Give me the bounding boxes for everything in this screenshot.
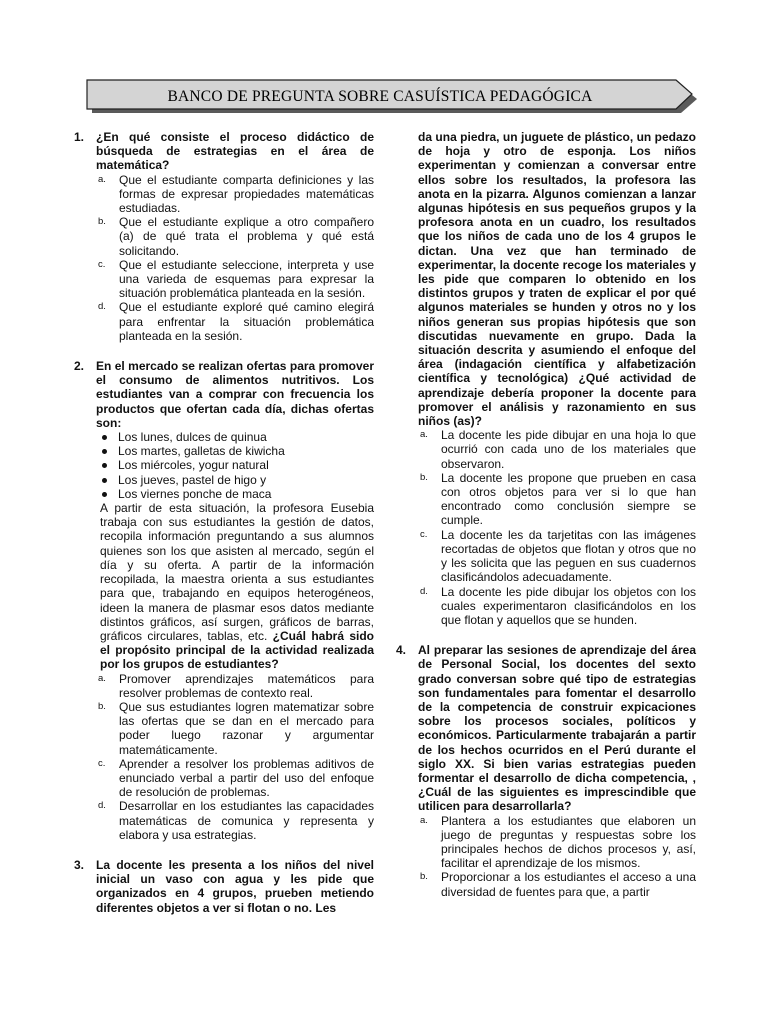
option-text: Que el estudiante seleccione, interpreta y use una varieda de esquemas para expresar la situación problemática planteada en la sesión. bbox=[119, 257, 374, 301]
option-letter: b. bbox=[420, 471, 428, 483]
option-letter: a. bbox=[98, 173, 106, 185]
question-number: 3. bbox=[74, 857, 85, 872]
option-letter: b. bbox=[98, 700, 106, 712]
offer-text: Los viernes ponche de maca bbox=[118, 486, 272, 501]
question-number: 4. bbox=[396, 643, 407, 658]
question-3-stem-continued: da una piedra, un juguete de plástico, un pedazo de hoja y otro de esponja. Los niños experimentan y comienzan a conversar entre ellos sobre los resultados, la profesora las anota en la pizarra. Algunos comienzan a lanzar algunas hipótesis en sus pequeños grupos y la profesora anota en un cuadro, los resultados que los niños de cada uno de los 4 grupos le dictan. Una vez que han terminado de experimentar, la docente recoge los materiales y les pide que comparen lo obtenido en los distintos grupos y traten de explicar el por qué algunos materiales se hunden y otros no y los niños generan sus propias hipótesis que son discutidas nuevamente en grupo. Dada la situación descrita y asumiendo el enfoque del área (indagación científica y alfabetización científica y tecnológica) ¿Qué actividad de aprendizaje debería proponer la docente para promover el análisis y razonamiento en sus niños (as)? bbox=[418, 130, 696, 429]
option-list bbox=[96, 672, 374, 842]
bullet-icon bbox=[102, 463, 107, 468]
option-item bbox=[96, 258, 374, 301]
question-stem: Al preparar las sesiones de aprendizaje del área de Personal Social, los docentes del sexto grado conversan sobre qué tipo de estrategias son fundamentales para fomentar el desarrollo de la competencia de construir expicaciones sobre los procesos sociales, políticos y económicos. Particularmente trabajarán a partir de los hechos ocurridos en el Perú durante el siglo XX. Si bien varias estrategias pueden formentar el desarrollo de dicha competencia, , ¿Cuál de las siguientes es imprescindible que utilicen para desarrollarla? bbox=[418, 643, 696, 814]
option-text: Aprender a resolver los problemas aditivos de enunciado verbal a partir del uso del enfoque de resolución de problemas. bbox=[119, 756, 374, 800]
option-item bbox=[418, 428, 696, 471]
question-3 bbox=[74, 858, 374, 915]
option-text: Desarrollar en los estudiantes las capacidades matemáticas de comunica y representa y elabora y usa estrategias. bbox=[119, 799, 374, 842]
option-letter: d. bbox=[98, 800, 106, 812]
option-letter: a. bbox=[98, 672, 106, 684]
offer-item bbox=[96, 458, 374, 472]
question-stem: En el mercado se realizan ofertas para promover el consumo de alimentos nutritivos. Los estudiantes van a comprar con frecuencia los productos que ofertan cada día, dichas ofertas son: bbox=[96, 359, 374, 430]
offer-item bbox=[96, 487, 374, 501]
option-text: Que el estudiante explique a otro compañero (a) de qué trata el problema y qué está solicitando. bbox=[119, 215, 374, 258]
option-letter: c. bbox=[420, 528, 428, 540]
question-3-options bbox=[396, 428, 696, 627]
option-text: La docente les da tarjetitas con las imágenes recortadas de objetos que flotan y otros que no y les solicita que las peguen en sus cuadernos clasificándolos adecuadamente. bbox=[441, 527, 696, 585]
option-text: Proporcionar a los estudiantes el acceso a una diversidad de fuentes para que, a partir bbox=[441, 870, 696, 899]
option-letter: c. bbox=[98, 258, 106, 270]
option-item bbox=[96, 215, 374, 258]
offer-text: Los miércoles, yogur natural bbox=[118, 458, 269, 473]
option-letter: d. bbox=[420, 585, 428, 597]
question-stem: La docente les presenta a los niños del nivel inicial un vaso con agua y les pide que organizados en 4 grupos, prueben metiendo diferentes objetos a ver si flotan o no. Les bbox=[96, 857, 374, 915]
option-text: Promover aprendizajes matemáticos para resolver problemas de contexto real. bbox=[119, 671, 374, 700]
option-list bbox=[418, 814, 696, 899]
option-list bbox=[96, 173, 374, 343]
question-1 bbox=[74, 130, 374, 343]
left-column bbox=[74, 130, 374, 915]
option-list bbox=[418, 428, 696, 627]
bullet-icon bbox=[102, 492, 107, 497]
option-text: Plantera a los estudiantes que elaboren un juego de preguntas y respuestas sobre los principales hechos de dichos procesos y, así, facilitar el aprendizaje de los mismos. bbox=[441, 813, 696, 871]
offer-text: Los lunes, dulces de quinua bbox=[118, 430, 267, 445]
option-text: Que sus estudiantes logren matematizar sobre las ofertas que se dan en el mercado para poder luego razonar y argumentar matemáticamente. bbox=[119, 699, 374, 757]
option-item bbox=[418, 585, 696, 628]
option-item bbox=[96, 173, 374, 216]
option-item bbox=[96, 300, 374, 343]
option-text: Que el estudiante comparta definiciones y las formas de expresar propiedades matemáticas estudiadas. bbox=[119, 172, 374, 216]
option-item bbox=[96, 799, 374, 842]
option-text: La docente les pide dibujar en una hoja lo que ocurrió con cada uno de los materiales que observaron. bbox=[441, 428, 696, 471]
option-item bbox=[96, 700, 374, 757]
option-item bbox=[418, 471, 696, 528]
question-2 bbox=[74, 359, 374, 842]
option-text: La docente les pide dibujar los objetos con los cuales experimentaron clasificándolos en los que flotan y aquellos que se hunden. bbox=[441, 584, 696, 627]
bullet-icon bbox=[102, 435, 107, 440]
question-4 bbox=[396, 643, 696, 899]
option-item bbox=[418, 870, 696, 898]
question-stem: ¿En qué consiste el proceso didáctico de búsqueda de estrategias en el área de matemática? bbox=[96, 130, 374, 173]
right-column bbox=[396, 130, 696, 899]
option-item bbox=[418, 528, 696, 585]
option-letter: d. bbox=[98, 301, 106, 313]
page-title: BANCO DE PREGUNTA SOBRE CASUÍSTICA PEDAGÓGICA bbox=[167, 88, 593, 105]
offer-item bbox=[96, 473, 374, 487]
title-banner bbox=[86, 78, 698, 116]
context-text: A partir de esta situación, la profesora Eusebia trabaja con sus estudiantes la gestión de datos, recopila información preguntando a sus alumnos quienes son los que asisten al mercado, según el día y su oferta. A partir de la información recopilada, la maestra orienta a sus estudiantes para que, trabajando en equipos heterogéneos, ideen la manera de plasmar esos datos mediante distintos gráficos, así surgen, gráficos de barras, gráficos circulares, tablas, etc. bbox=[100, 501, 374, 643]
option-letter: b. bbox=[98, 216, 106, 228]
option-text: Que el estudiante exploré qué camino elegirá para enfrentar la situación problemática planteada en la sesión. bbox=[119, 300, 374, 343]
offer-text: Los jueves, pastel de higo y bbox=[118, 472, 267, 487]
question-prompt: ¿Cuál habrá sido el propósito principal de la actividad realizada por los grupos de estudiantes? bbox=[100, 628, 374, 672]
question-context bbox=[100, 501, 374, 671]
question-number: 1. bbox=[74, 130, 85, 144]
option-item bbox=[96, 672, 374, 700]
bullet-icon bbox=[102, 449, 107, 454]
bullet-icon bbox=[102, 478, 107, 483]
offer-list bbox=[96, 430, 374, 501]
option-text: La docente les propone que prueben en casa con otros objetos para ver si lo que han encontrado como conclusión siempre se cumple. bbox=[441, 470, 696, 528]
offer-text: Los martes, galletas de kiwicha bbox=[118, 444, 285, 459]
option-item bbox=[96, 757, 374, 800]
offer-item bbox=[96, 430, 374, 444]
offer-item bbox=[96, 444, 374, 458]
option-letter: b. bbox=[420, 871, 428, 883]
option-letter: c. bbox=[98, 757, 106, 769]
option-letter: a. bbox=[420, 429, 428, 441]
question-number: 2. bbox=[74, 359, 85, 374]
option-letter: a. bbox=[420, 814, 428, 826]
option-item bbox=[418, 814, 696, 871]
